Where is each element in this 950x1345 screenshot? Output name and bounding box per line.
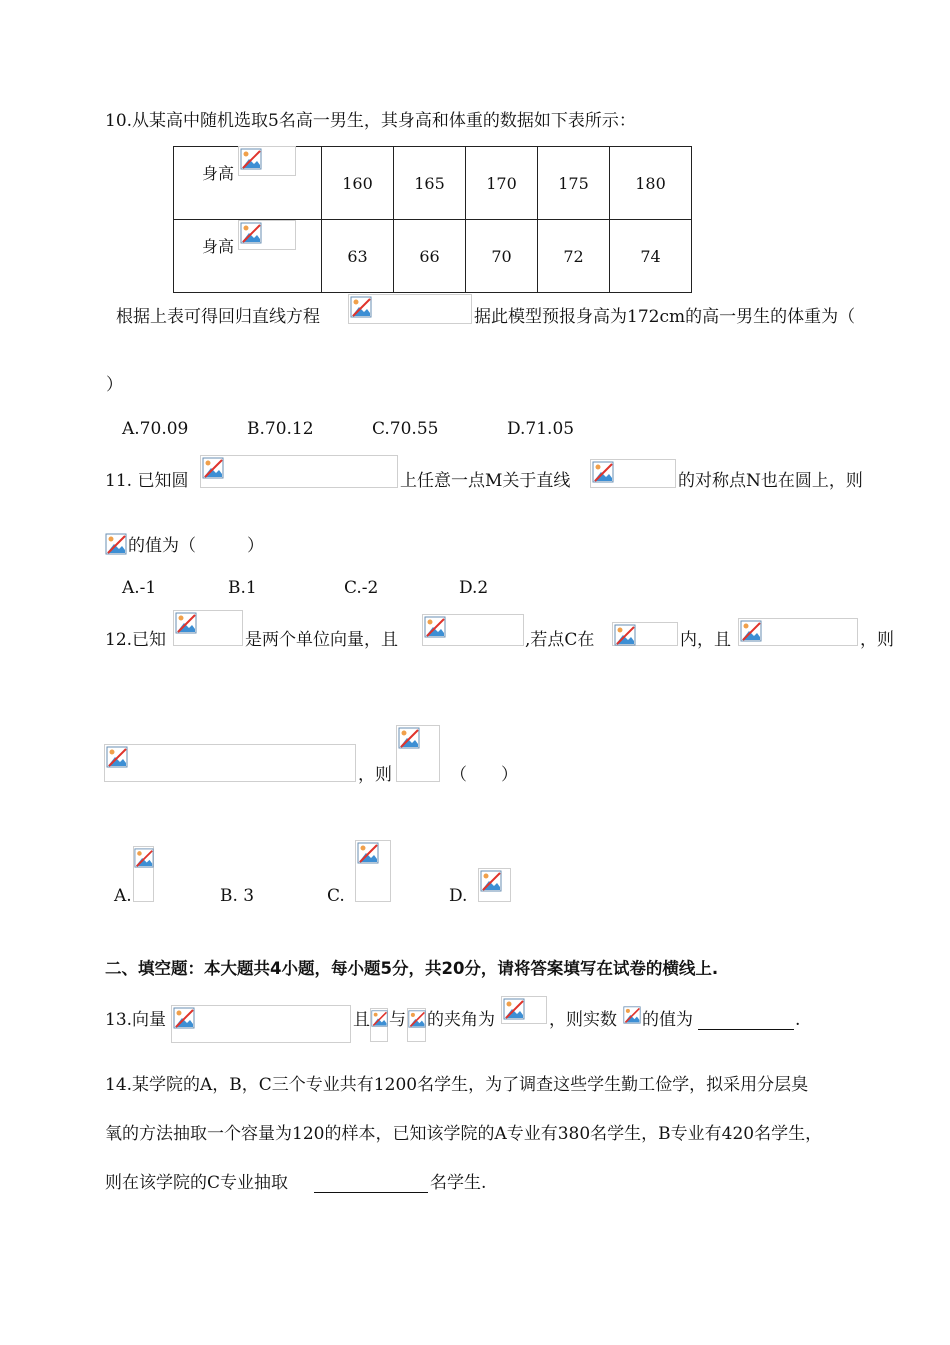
broken-image-icon [104,744,356,782]
q14-line-3b: 名学生. [430,1173,487,1193]
broken-image-icon [738,618,858,646]
option-c: C. [327,886,345,906]
q12-text-4: 内，且 [680,630,731,650]
broken-image-icon [396,725,440,782]
q13-text-2: 且 [353,1010,370,1030]
q14-line-1: 14.某学院的A，B，C三个专业共有1200名学生，为了调查这些学生勤工俭学，拟采用分层臭 [105,1075,809,1095]
option-c: C.70.55 [372,419,439,439]
option-c: C.-2 [344,578,379,598]
broken-image-icon [407,1008,426,1042]
table-cell: 63 [322,220,394,293]
broken-image-icon [104,532,128,556]
q11-text-1: 11. 已知圆 [105,471,189,491]
table-cell: 160 [322,147,394,220]
q12-text-6: ，则 [358,765,392,785]
q13-text-6: 的值为 [642,1010,693,1030]
row-label: 身高 [202,164,235,183]
q10-stem: 10.从某高中随机选取5名高一男生，其身高和体重的数据如下表所示： [105,111,636,131]
q12-text-7: （ ） [450,765,518,785]
option-d: D.2 [459,578,489,598]
option-b: B.1 [228,578,257,598]
q13-text-1: 13.向量 [105,1010,167,1030]
q11-text-3: 的对称点N也在圆上，则 [678,471,863,491]
q13-text-4: 的夹角为 [427,1010,495,1030]
broken-image-icon [238,146,296,176]
option-a: A. [114,886,132,906]
table-cell: 165 [394,147,466,220]
q14-line-3a: 则在该学院的C专业抽取 [105,1173,289,1193]
table-cell: 170 [466,147,538,220]
option-a: A.-1 [122,578,157,598]
broken-image-icon [370,1008,388,1042]
option-a: A.70.09 [122,419,189,439]
q11-text-2: 上任意一点M关于直线 [400,471,571,491]
q12-text-5: ，则 [860,630,894,650]
broken-image-icon [422,614,524,646]
broken-image-icon [355,840,391,902]
broken-image-icon [200,455,398,488]
broken-image-icon [238,220,296,250]
row-label: 身高 [202,237,235,256]
q14-line-2: 氧的方法抽取一个容量为120的样本，已知该学院的A专业有380名学生，B专业有420名学生， [105,1124,823,1144]
q10-close: ） [106,375,123,395]
table-cell: 175 [538,147,610,220]
q10-text-b: 据此模型预报身高为172cm的高一男生的体重为（ [474,307,856,327]
broken-image-icon [501,996,547,1024]
option-d: D.71.05 [507,419,575,439]
option-d: D. [449,886,468,906]
q12-text-2: 是两个单位向量，且 [245,630,398,650]
option-b: B.70.12 [247,419,314,439]
q13-text-5: ，则实数 [549,1010,617,1030]
answer-blank[interactable] [314,1175,428,1193]
broken-image-icon [133,846,154,902]
broken-image-icon [590,459,676,488]
broken-image-icon [173,610,243,646]
broken-image-icon [478,868,511,902]
broken-image-icon [348,294,472,324]
q11-text-4: 的值为（ ） [128,536,264,556]
table-cell: 70 [466,220,538,293]
q12-text-1: 12.已知 [105,630,167,650]
q10-text-a: 根据上表可得回归直线方程 [116,307,320,327]
answer-blank[interactable] [698,1012,794,1030]
broken-image-icon [623,1005,641,1027]
table-cell: 180 [610,147,692,220]
section-heading: 二、填空题：本大题共4小题，每小题5分，共20分，请将答案填写在试卷的横线上. [105,959,719,978]
table-cell: 66 [394,220,466,293]
table-cell: 72 [538,220,610,293]
q13-end: . [795,1010,801,1030]
q12-text-3: ,若点C在 [525,630,595,650]
broken-image-icon [612,622,678,646]
table-cell: 74 [610,220,692,293]
q13-text-3: 与 [389,1010,406,1030]
option-b: B. 3 [220,886,255,906]
broken-image-icon [171,1005,351,1043]
